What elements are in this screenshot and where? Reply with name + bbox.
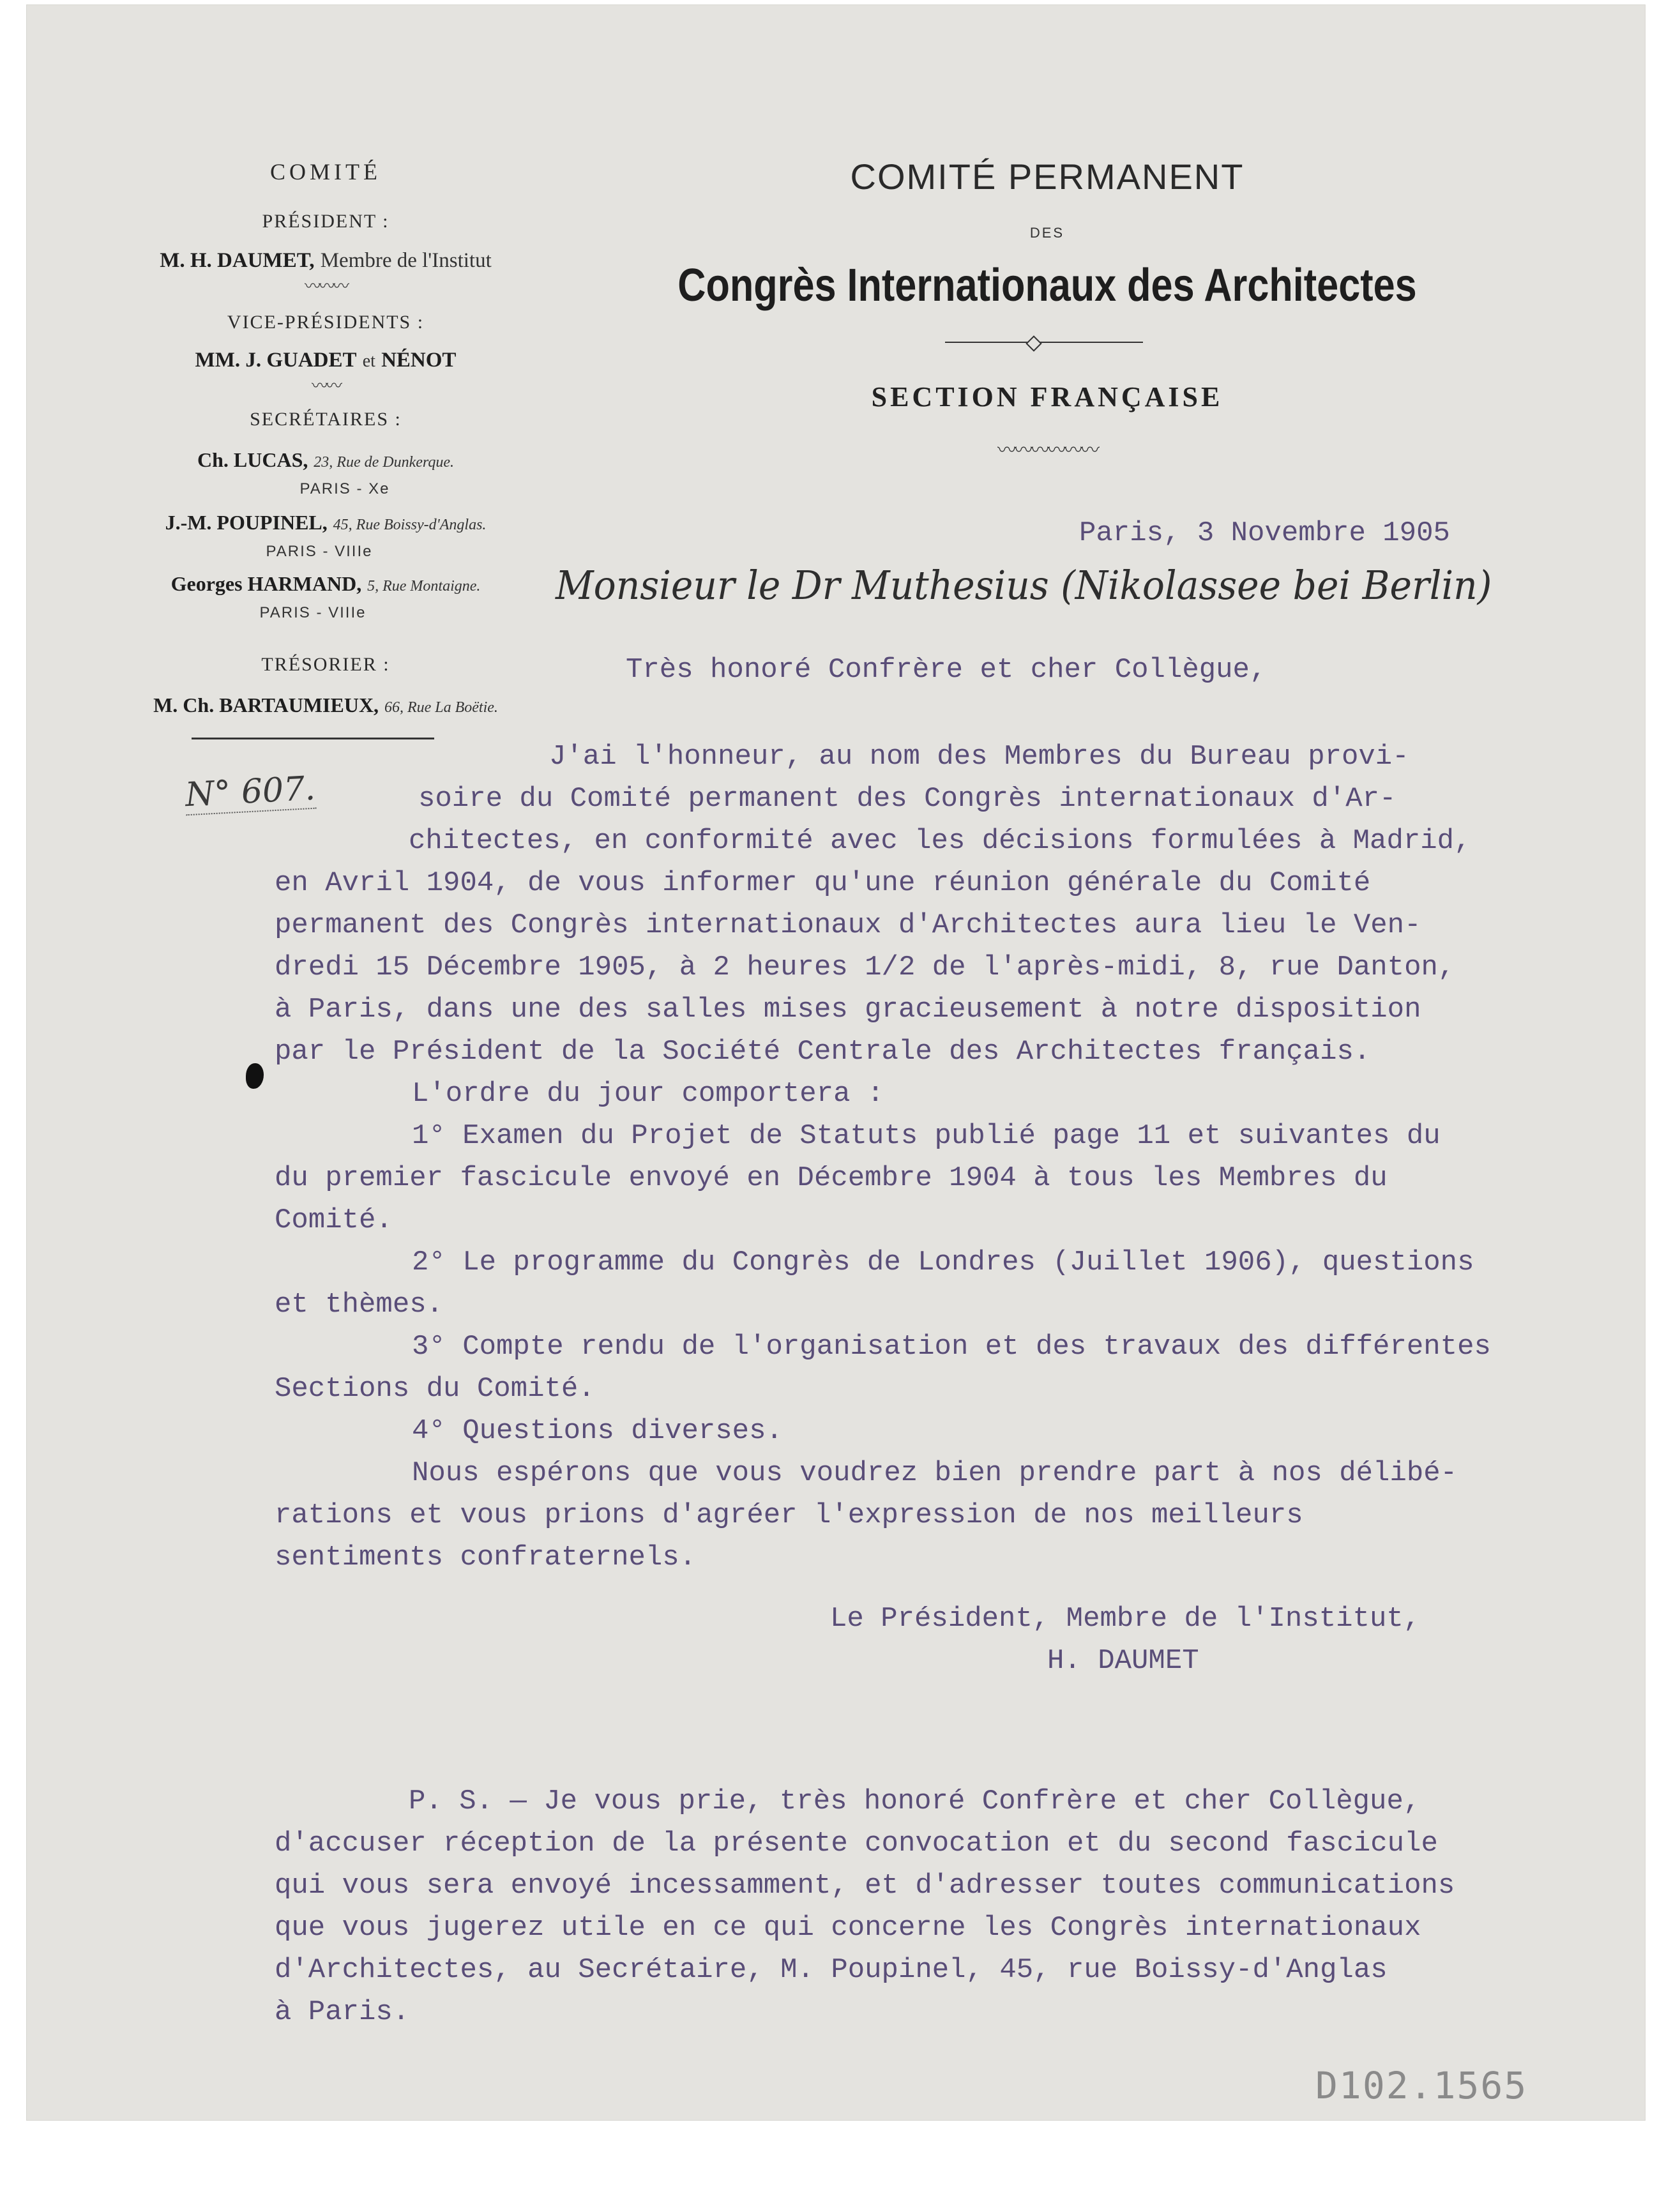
treasurer-line — [89, 693, 562, 717]
secretary-2-name: J.-M. POUPINEL, — [165, 511, 328, 534]
secretary-3-name: Georges HARMAND, — [170, 572, 362, 595]
vice-presidents-names-a: MM. J. GUADET — [195, 349, 357, 372]
secretary-1 — [89, 448, 562, 472]
secretary-2 — [89, 511, 562, 534]
closing: Le Président, Membre de l'Institut, — [830, 1603, 1421, 1635]
vice-presidents-names-b: NÉNOT — [381, 349, 457, 372]
secretary-1-name: Ch. LUCAS, — [197, 448, 308, 471]
section-squiggle: 〰〰〰〰〰〰 — [997, 439, 1097, 462]
ps-line: d'accuser réception de la présente convocation et du second fascicule — [275, 1828, 1438, 1860]
vice-presidents-line — [89, 347, 562, 372]
secretary-2-address: 45, Rue Boissy-d'Anglas. — [333, 517, 487, 533]
reference-number: N° 607. — [184, 769, 317, 815]
letterhead-rule — [192, 738, 434, 739]
divider-squiggle: 〰〰 — [311, 377, 340, 396]
body-line: chitectes, en conformité avec les décisions formulées à Madrid, — [409, 825, 1471, 857]
ps-line: d'Architectes, au Secrétaire, M. Poupinel, 45, rue Boissy-d'Anglas — [275, 1954, 1388, 1986]
body-line: soire du Comité permanent des Congrès internationaux d'Ar- — [418, 783, 1396, 815]
treasurer-label: TRÉSORIER : — [261, 654, 390, 675]
agenda-item-4: 4° Questions diverses. — [412, 1415, 783, 1447]
body-line: sentiments confraternels. — [275, 1542, 697, 1573]
section-title: SECTION FRANÇAISE — [871, 381, 1223, 413]
salutation: Très honoré Confrère et cher Collègue, — [626, 654, 1267, 686]
ps-line: qui vous sera envoyé incessamment, et d'adresser toutes communications — [275, 1870, 1455, 1902]
secretary-2-city: PARIS - VIIIe — [266, 543, 373, 560]
body-line: rations et vous prions d'agréer l'expression de nos meilleurs — [275, 1499, 1303, 1531]
divider-squiggle: 〰〰〰 — [304, 277, 347, 296]
ps-line: à Paris. — [275, 1996, 410, 2028]
agenda-item-3: 3° Compte rendu de l'organisation et des travaux des différentes — [412, 1331, 1491, 1363]
secretaries-label: SECRÉTAIRES : — [250, 409, 402, 430]
body-line: Nous espérons que vous voudrez bien prendre part à nos délibé- — [412, 1457, 1458, 1489]
committee-heading: COMITÉ — [270, 159, 381, 185]
body-line: J'ai l'honneur, au nom des Membres du Bureau provi- — [549, 741, 1409, 773]
body-line: à Paris, dans une des salles mises gracieusement à notre disposition — [275, 994, 1421, 1026]
treasurer-name: M. Ch. BARTAUMIEUX, — [153, 693, 379, 716]
ps-line: que vous jugerez utile en ce qui concerne les Congrès internationaux — [275, 1912, 1421, 1944]
agenda-item-3-cont: Sections du Comité. — [275, 1373, 595, 1405]
agenda-item-1: 1° Examen du Projet de Statuts publié page 11 et suivantes du — [412, 1120, 1441, 1152]
archive-mark: D102.1565 — [1315, 2064, 1528, 2107]
vice-presidents-and: et — [362, 351, 375, 371]
secretary-1-city: PARIS - Xe — [299, 480, 390, 497]
secretary-3-city: PARIS - VIIIe — [259, 604, 367, 621]
title-line-3: Congrès Internationaux des Architectes — [677, 260, 1417, 311]
ps-line: P. S. — Je vous prie, très honoré Confrère et cher Collègue, — [409, 1785, 1421, 1817]
agenda-item-1-cont: du premier fascicule envoyé en Décembre 1904 à tous les Membres du — [275, 1162, 1388, 1194]
president-line — [89, 248, 562, 273]
body-line: dredi 15 Décembre 1905, à 2 heures 1/2 de l'après-midi, 8, rue Danton, — [275, 951, 1455, 983]
president-name: M. H. DAUMET, — [160, 249, 315, 272]
secretary-3 — [89, 572, 562, 596]
treasurer-address: 66, Rue La Boëtie. — [384, 699, 498, 716]
agenda-item-2: 2° Le programme du Congrès de Londres (Juillet 1906), questions — [412, 1246, 1474, 1278]
vice-presidents-label: VICE-PRÉSIDENTS : — [227, 312, 425, 333]
body-line: en Avril 1904, de vous informer qu'une réunion générale du Comité — [275, 867, 1371, 899]
agenda-item-1-end: Comité. — [275, 1204, 393, 1236]
secretary-1-address: 23, Rue de Dunkerque. — [314, 454, 454, 471]
addressee: Monsieur le Dr Muthesius (Nikolassee bei Berlin) — [556, 562, 1492, 609]
letter-date: Paris, 3 Novembre 1905 — [1079, 517, 1450, 549]
agenda-item-2-cont: et thèmes. — [275, 1289, 444, 1321]
body-line: par le Président de la Société Centrale des Architectes français. — [275, 1036, 1371, 1068]
president-title: Membre de l'Institut — [320, 249, 492, 272]
body-line: permanent des Congrès internationaux d'Architectes aura lieu le Ven- — [275, 909, 1421, 941]
title-line-1: COMITÉ PERMANENT — [850, 156, 1245, 197]
title-divider — [945, 342, 1143, 343]
signature: H. DAUMET — [1047, 1645, 1199, 1677]
president-label: PRÉSIDENT : — [262, 211, 390, 232]
agenda-intro: L'ordre du jour comportera : — [412, 1078, 884, 1110]
title-line-2: DES — [1029, 225, 1065, 241]
secretary-3-address: 5, Rue Montaigne. — [367, 578, 481, 595]
